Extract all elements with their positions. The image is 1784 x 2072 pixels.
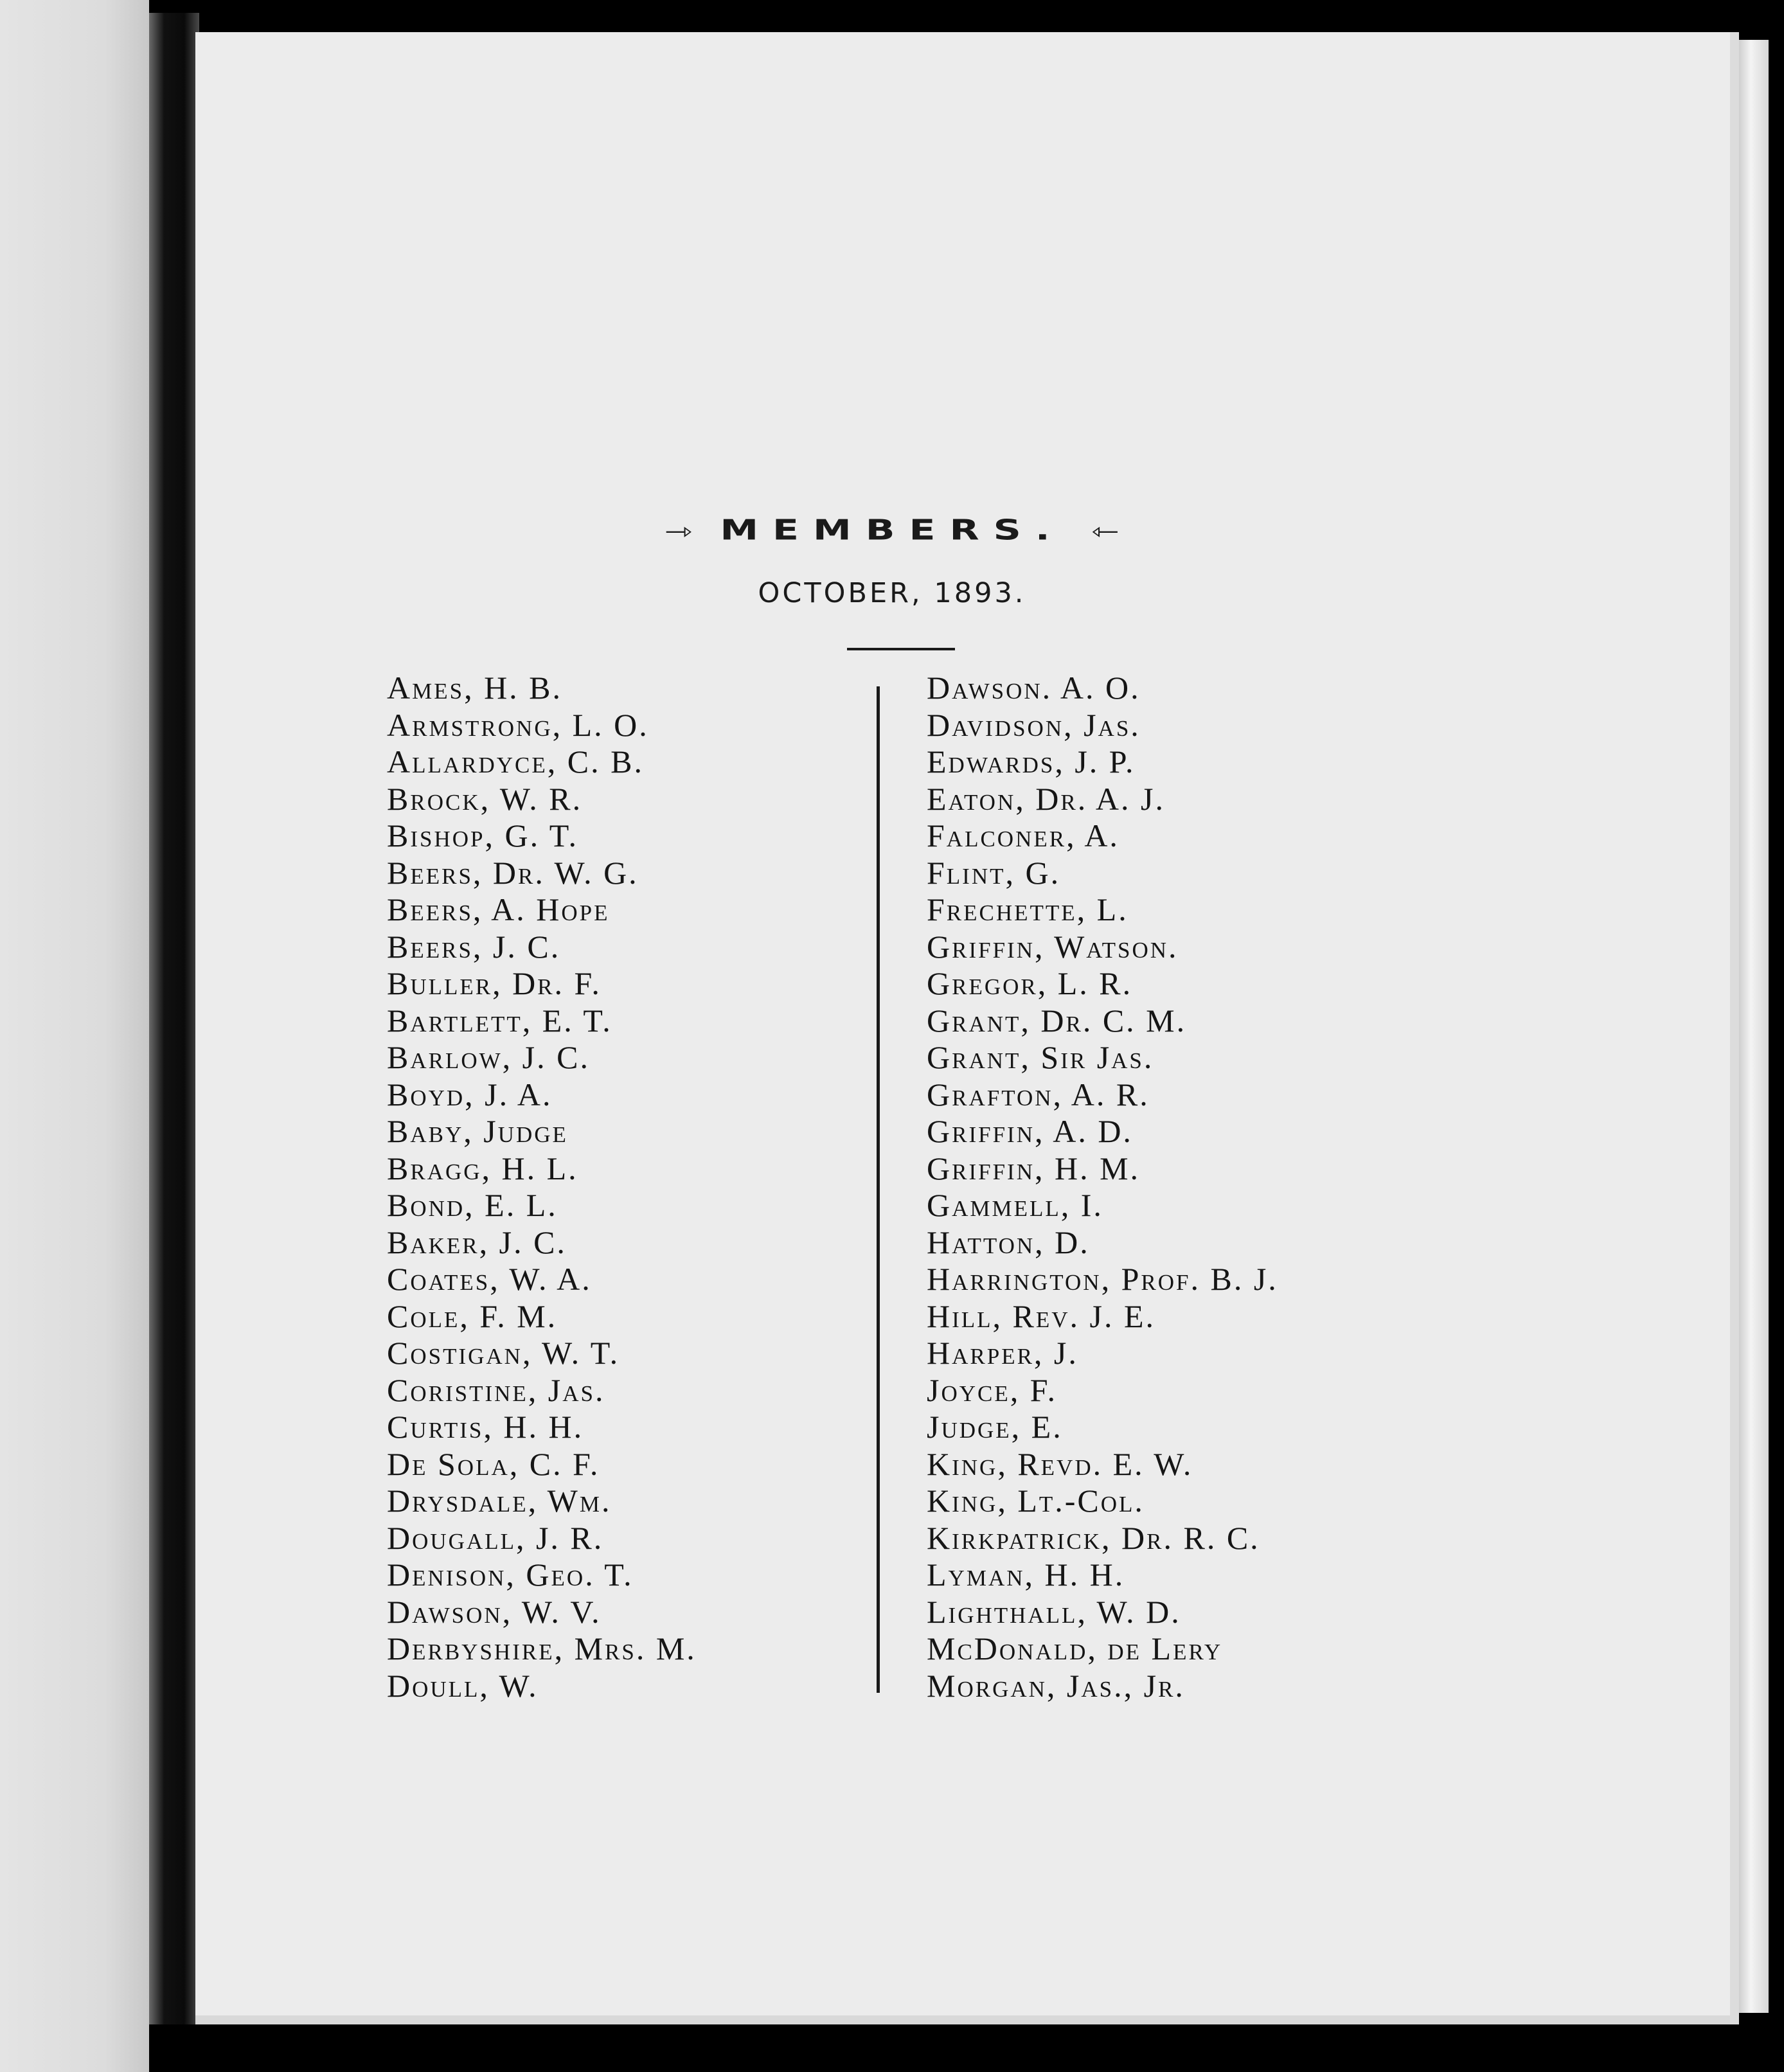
member-entry: Beers, Dr. W. G. — [387, 854, 639, 891]
member-entry: Ames, H. B. — [387, 670, 563, 706]
member-entry: Grant, Dr. C. M. — [927, 1002, 1187, 1039]
page-subtitle: OCTOBER, 1893. — [758, 577, 1026, 609]
ornament-left-icon: ⇾ — [664, 517, 693, 546]
member-entry: Eaton, Dr. A. J. — [927, 780, 1165, 817]
member-entry: Grant, Sir Jas. — [927, 1039, 1154, 1075]
title-divider — [847, 648, 955, 650]
member-entry: Curtis, H. H. — [387, 1409, 584, 1445]
member-entry: Frechette, L. — [927, 891, 1128, 927]
member-entry: Derbyshire, Mrs. M. — [387, 1630, 697, 1666]
member-entry: Doull, W. — [387, 1667, 539, 1704]
member-entry: Allardyce, C. B. — [387, 744, 644, 780]
member-entry: Brock, W. R. — [387, 780, 583, 817]
member-entry: Griffin, A. D. — [927, 1113, 1133, 1149]
members-list-right — [927, 670, 1278, 1704]
member-entry: Griffin, H. M. — [927, 1150, 1141, 1186]
member-entry: King, Lt.-Col. — [927, 1483, 1145, 1519]
member-entry: Harrington, Prof. B. J. — [927, 1261, 1278, 1297]
member-entry: Hatton, D. — [927, 1224, 1090, 1260]
member-entry: Gregor, L. R. — [927, 965, 1133, 1001]
member-entry: Falconer, A. — [927, 817, 1119, 853]
member-entry: Flint, G. — [927, 854, 1061, 891]
book-spine — [149, 13, 199, 2024]
member-entry: Dawson. A. O. — [927, 670, 1141, 706]
member-entry: De Sola, C. F. — [387, 1445, 600, 1482]
member-entry: Coates, W. A. — [387, 1261, 592, 1297]
member-entry: Edwards, J. P. — [927, 744, 1136, 780]
member-entry: Bishop, G. T. — [387, 817, 579, 853]
member-entry: Drysdale, Wm. — [387, 1483, 612, 1519]
member-entry: Lyman, H. H. — [927, 1557, 1125, 1593]
member-entry: Harper, J. — [927, 1335, 1078, 1371]
member-entry: Barlow, J. C. — [387, 1039, 590, 1075]
member-entry: Davidson, Jas. — [927, 706, 1141, 743]
member-entry: Buller, Dr. F. — [387, 965, 602, 1001]
member-entry: Morgan, Jas., Jr. — [927, 1667, 1185, 1704]
member-entry: Lighthall, W. D. — [927, 1593, 1181, 1630]
member-entry: King, Revd. E. W. — [927, 1445, 1193, 1482]
member-entry: Bragg, H. L. — [387, 1150, 578, 1186]
member-entry: Coristine, Jas. — [387, 1371, 605, 1408]
member-entry: Beers, J. C. — [387, 928, 561, 965]
member-entry: Cole, F. M. — [387, 1298, 558, 1334]
member-entry: Griffin, Watson. — [927, 928, 1179, 965]
member-entry: Dawson, W. V. — [387, 1593, 602, 1630]
page-title — [0, 514, 1784, 546]
members-list-left — [387, 670, 697, 1704]
member-entry: Boyd, J. A. — [387, 1076, 553, 1112]
ornament-right-icon: ⇽ — [1091, 517, 1120, 546]
column-divider — [877, 686, 880, 1693]
member-entry: Beers, A. Hope — [387, 891, 610, 927]
member-entry: Joyce, F. — [927, 1371, 1058, 1408]
member-entry: Hill, Rev. J. E. — [927, 1298, 1156, 1334]
member-entry: Denison, Geo. T. — [387, 1557, 634, 1593]
member-entry: Armstrong, L. O. — [387, 706, 649, 743]
facing-page-edge — [0, 0, 149, 2072]
member-entry: Baker, J. C. — [387, 1224, 567, 1260]
member-entry: Kirkpatrick, Dr. R. C. — [927, 1519, 1260, 1556]
member-entry: Grafton, A. R. — [927, 1076, 1150, 1112]
member-entry: Bartlett, E. T. — [387, 1002, 612, 1039]
member-entry: McDonald, de Lery — [927, 1630, 1223, 1666]
member-entry: Gammell, I. — [927, 1187, 1103, 1223]
member-entry: Bond, E. L. — [387, 1187, 558, 1223]
member-entry: Baby, Judge — [387, 1113, 568, 1149]
member-entry: Costigan, W. T. — [387, 1335, 620, 1371]
member-entry: Dougall, J. R. — [387, 1519, 604, 1556]
page-fore-edge — [1739, 40, 1769, 2013]
title-text: MEMBERS. — [720, 514, 1064, 547]
member-entry: Judge, E. — [927, 1409, 1063, 1445]
